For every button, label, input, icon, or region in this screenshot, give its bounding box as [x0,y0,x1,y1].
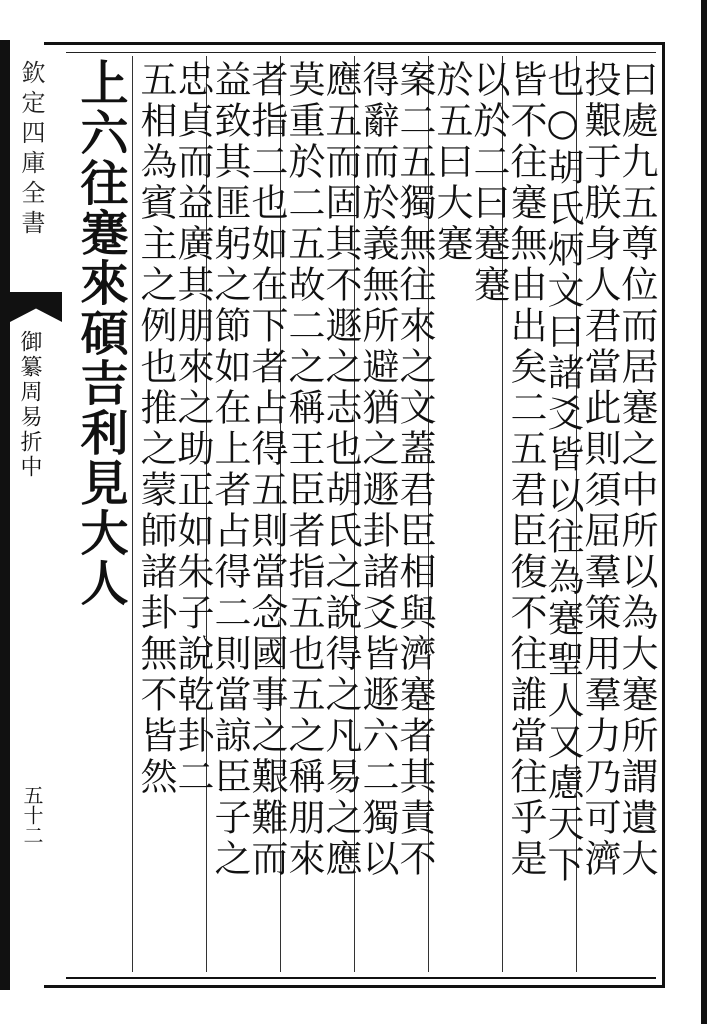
text-column-6: 於五曰大蹇 [430,60,473,265]
text-column-7: 案二五獨無往來之文蓋君臣相與濟蹇者其責不 [393,60,436,880]
scan-edge-right [701,0,707,1024]
line-heading: 上六往蹇來碩吉利見大人 [72,58,128,608]
text-column-10: 莫重於二五故二之稱王臣者指五也五之稱朋來 [282,60,325,880]
text-column-8: 得辭而於義無所避猶之遯卦諸爻皆遯六二獨以 [356,60,399,880]
text-column-4: 皆不往蹇無由出矣二五君臣復不往誰當往乎是 [504,60,547,880]
column-rule [132,56,133,972]
fishtail-mark-icon [10,292,62,322]
text-column-14: 五相為賓主之例也推之蒙師諸卦無不皆然 [134,60,177,798]
text-column-9: 應五而固其不遯之志也胡氏之說得之凡易之應 [319,60,362,880]
scan-edge-left [0,40,10,990]
text-column-11: 者指二也如在下者占得五則當念國事之艱難而 [245,60,288,880]
text-column-13: 忠貞而益廣其朋來之助正如朱子說乾卦二 [171,60,214,798]
text-column-3: 也○胡氏炳文曰諸爻皆以往為蹇聖人又慮天下 [541,60,584,886]
page-number: 五十二 [20,785,44,845]
text-column-1: 曰處九五尊位而居蹇之中所以為大蹇所謂遺大 [615,60,658,880]
margin-book-title: 御纂周易折中 [17,330,42,480]
text-column-12: 益致其匪躬之節如在上者占得二則當諒臣子之 [208,60,251,880]
margin-collection-title: 欽定四庫全書 [17,60,45,240]
text-column-2: 投艱于朕身人君當此則須屈羣策用羣力乃可濟 [578,60,621,880]
text-column-5: 以於二曰蹇蹇 [467,60,510,306]
